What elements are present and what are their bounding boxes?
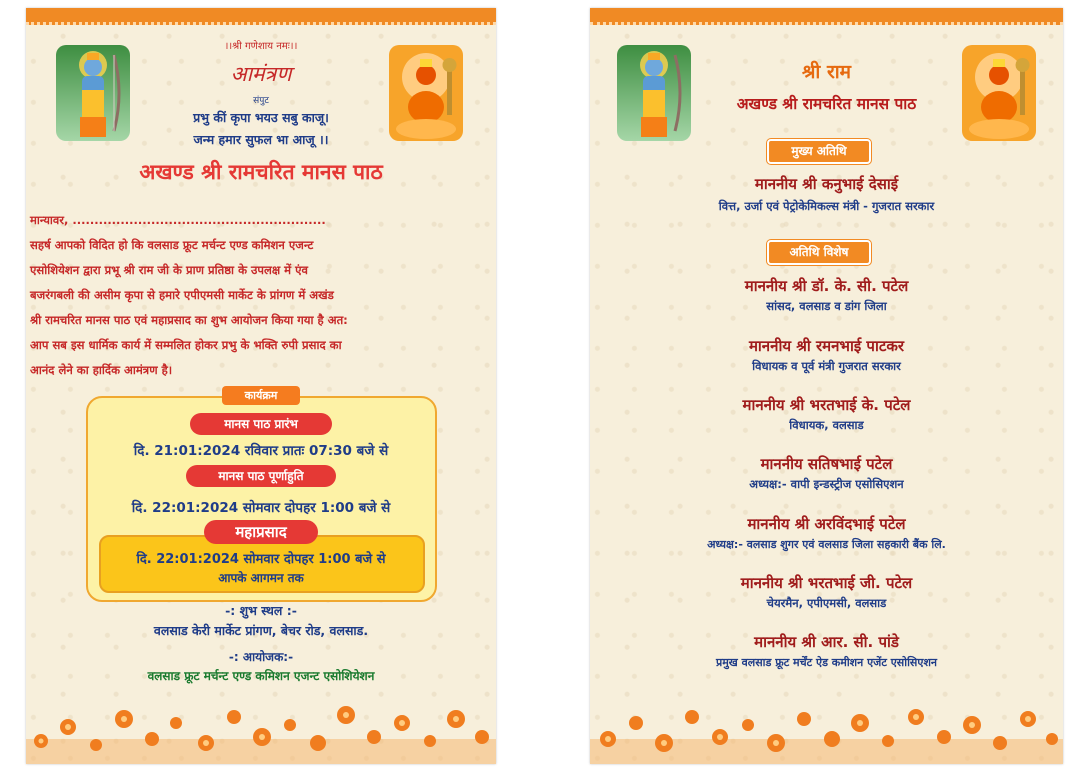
event-title: अखण्ड श्री रामचरित मानस पाठ [139, 160, 383, 184]
paragraph-line: बजरंगबली की असीम कृपा से हमारे एपीएमसी मार्केट के प्रांगण में अखंड [30, 288, 334, 302]
guest-name: माननीय श्री डॉ. के. सी. पटेल [744, 277, 909, 295]
paragraph-line: एसोशियेशन द्वारा प्रभू श्री राम जी के प्राण प्रतिष्ठा के उपलक्ष में एंव [30, 263, 309, 277]
start-time: दि. 21:01:2024 रविवार प्रातः 07:30 बजे से [133, 443, 389, 459]
organizer-label: -: आयोजक:- [228, 650, 294, 664]
venue-label: -: शुभ स्थल :- [225, 603, 297, 618]
feast-label: महाप्रसाद [204, 520, 318, 544]
invitation-paragraph [30, 233, 480, 383]
start-label: मानस पाठ प्रारंभ [190, 413, 332, 435]
verse-line-1: प्रभु कीं कृपा भयउ सबु काजू। [193, 110, 329, 125]
paragraph-line: आप सब इस धार्मिक कार्य में सम्मलित होकर प्रभु के भक्ति रुपी प्रसाद का [30, 338, 342, 352]
event-title: अखण्ड श्री रामचरित मानस पाठ [736, 95, 917, 113]
guest-name: माननीय श्री कनुभाई देसाई [754, 175, 899, 193]
end-label: मानस पाठ पूर्णाहुति [186, 465, 336, 487]
top-border [26, 8, 496, 25]
ganesh-invocation: ।।श्री गणेशाय नमः।। [224, 41, 298, 52]
guest-designation: वित्त, उर्जा एवं पेट्रोकेमिकल्स मंत्री - गुजरात सरकार [718, 199, 935, 213]
top-border [590, 8, 1063, 25]
end-time: दि. 22:01:2024 सोमवार दोपहर 1:00 बजे से [131, 500, 391, 516]
invitation-card-left [26, 8, 496, 764]
feast-time: दि. 22:01:2024 सोमवार दोपहर 1:00 बजे से [136, 552, 386, 567]
guest-designation: अध्यक्ष:- वापी इन्डस्ट्रीज एसोसिएशन [749, 477, 904, 491]
samput-label: संपुट [253, 96, 269, 106]
invitation-title: आमंत्रण [230, 62, 292, 86]
floral-border [590, 679, 1063, 764]
guest-name: माननीय श्री भरतभाई जी. पटेल [740, 574, 913, 592]
guest-designation: अध्यक्ष:- वलसाड शुगर एवं वलसाड जिला सहकारी बैंक लि. [707, 538, 946, 551]
paragraph-line: श्री रामचरित मानस पाठ एवं महाप्रसाद का शुभ आयोजन किया गया है अत: [30, 313, 348, 327]
verse-line-2: जन्म हमार सुफल भा आजू ।। [193, 132, 329, 147]
paragraph-line: सहर्ष आपको विदित हो कि वलसाड फ्रूट मर्चन्ट एण्ड कमिशन एजन्ट [30, 238, 314, 252]
guest-name: माननीय सतिषभाई पटेल [760, 455, 893, 473]
salutation: मान्यावर, .......................................................... [30, 213, 326, 227]
feast-until: आपके आगमन तक [218, 571, 304, 585]
guest-designation: चेयरमैन, एपीएमसी, वलसाड [766, 596, 887, 610]
floral-border [26, 679, 496, 764]
guest-designation: प्रमुख वलसाड फ्रूट मर्चेंट ऐड कमीशन एजेंट एसोसिएशन [715, 656, 938, 669]
shri-ram-logo: श्री राम [801, 61, 852, 83]
chief-guest-label: मुख्य अतिथि [767, 139, 871, 164]
guest-name: माननीय श्री रमनभाई पाटकर [748, 337, 905, 355]
guest-name: माननीय श्री भरतभाई के. पटेल [742, 396, 911, 414]
guest-designation: विधायक, वलसाड [789, 418, 864, 432]
paragraph-line: आनंद लेने का हार्दिक आमंत्रण है। [30, 363, 173, 377]
venue: वलसाड केरी मार्केट प्रांगण, बेचर रोड, वलसाड. [153, 623, 369, 638]
organizer: वलसाड फ्रूट मर्चन्ट एण्ड कमिशन एजन्ट एसोशियेशन [147, 669, 375, 683]
special-guest-label: अतिथि विशेष [767, 240, 871, 265]
program-label: कार्यक्रम [222, 386, 300, 405]
invitation-card-right [590, 8, 1063, 764]
guest-name: माननीय श्री आर. सी. पांडे [754, 633, 899, 651]
guest-name: माननीय श्री अरविंदभाई पटेल [747, 515, 906, 533]
guest-designation: सांसद, वलसाड व डांग जिला [766, 299, 887, 313]
guest-designation: विधायक व पूर्व मंत्री गुजरात सरकार [752, 359, 901, 373]
